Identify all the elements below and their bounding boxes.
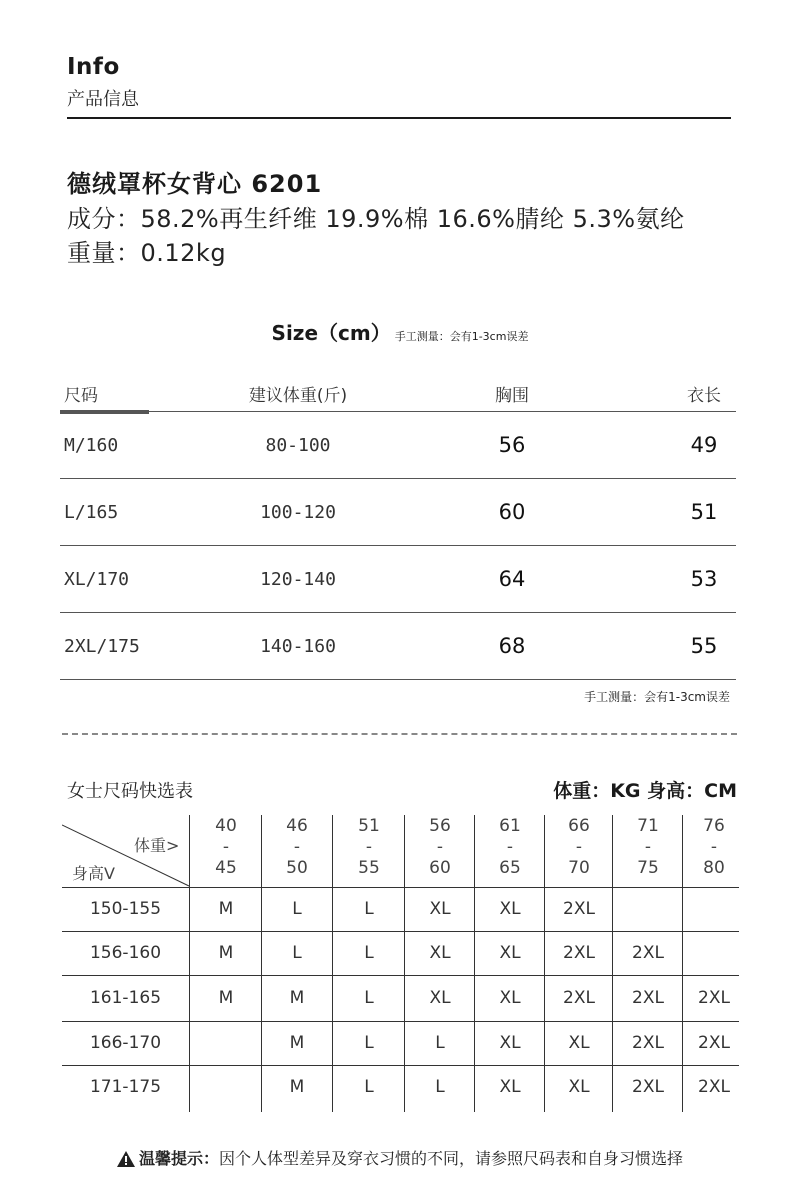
size-cell: XL <box>568 1033 590 1053</box>
size-cell: 2XL <box>563 988 595 1008</box>
height-range-label: 156-160 <box>89 943 162 963</box>
size-cell: 2XL <box>632 988 664 1008</box>
weight-range-high: 70 <box>568 858 590 878</box>
weight-range-sep: - <box>710 837 718 857</box>
weight-range-low: 76 <box>703 816 725 836</box>
size-cell: L <box>435 1033 445 1053</box>
weight-range-high: 80 <box>703 858 725 878</box>
size-table-note: 手工测量：会有1-3cm误差 <box>394 330 529 343</box>
table-row <box>60 479 736 546</box>
size-cell: M <box>218 943 234 963</box>
corner-weight-label: 体重> <box>134 836 180 855</box>
size-cell: 2XL <box>698 1033 730 1053</box>
grid-column-line <box>682 815 683 1112</box>
grid-row-line <box>62 1065 739 1066</box>
height-range-label: 166-170 <box>89 1033 162 1053</box>
weight-range-low: 66 <box>568 816 590 836</box>
weight-range-high: 75 <box>637 858 659 878</box>
size-table-heading <box>0 317 800 346</box>
size-table <box>60 376 736 680</box>
size-cell: M <box>218 988 234 1008</box>
height-range-label: 171-175 <box>89 1077 162 1097</box>
grid-column-line <box>189 815 190 1112</box>
size-cell: L <box>292 943 302 963</box>
cell-weight: 100-120 <box>260 501 336 523</box>
size-cell: 2XL <box>632 1077 664 1097</box>
size-cell: XL <box>499 1077 521 1097</box>
cell-weight: 120-140 <box>260 568 336 590</box>
weight-range-sep: - <box>575 837 583 857</box>
table-row <box>60 412 736 479</box>
grid-column-line <box>474 815 475 1112</box>
product-composition: 成分：58.2%再生纤维 19.9%棉 16.6%腈纶 5.3%氨纶 <box>67 205 685 233</box>
weight-range-low: 51 <box>358 816 380 836</box>
grid-column-line <box>544 815 545 1112</box>
grid-row-line <box>62 931 739 932</box>
weight-range-header <box>339 816 399 879</box>
size-cell: M <box>218 899 234 919</box>
size-cell: XL <box>499 943 521 963</box>
size-cell: L <box>435 1077 445 1097</box>
cell-size: L/165 <box>64 501 119 523</box>
size-cell: XL <box>499 899 521 919</box>
section-title: Info <box>67 54 120 80</box>
size-cell: XL <box>429 988 451 1008</box>
weight-range-sep: - <box>293 837 301 857</box>
size-cell: 2XL <box>698 1077 730 1097</box>
footer-text: 因个人体型差异及穿衣习惯的不同，请参照尺码表和自身习惯选择 <box>219 1149 684 1168</box>
size-cell: XL <box>499 988 521 1008</box>
size-cell: L <box>364 943 374 963</box>
grid-column-line <box>612 815 613 1112</box>
size-cell: XL <box>429 899 451 919</box>
cell-weight: 80-100 <box>265 434 331 456</box>
product-name: 德绒罩杯女背心 6201 <box>67 170 323 198</box>
weight-range-header <box>618 816 678 879</box>
size-cell: 2XL <box>563 899 595 919</box>
dashed-divider <box>62 733 737 735</box>
weight-range-low: 61 <box>499 816 521 836</box>
weight-range-header <box>549 816 609 879</box>
size-cell: 2XL <box>698 988 730 1008</box>
weight-range-sep: - <box>506 837 514 857</box>
weight-range-sep: - <box>222 837 230 857</box>
warning-icon <box>117 1151 135 1171</box>
weight-range-header <box>684 816 744 879</box>
weight-range-low: 71 <box>637 816 659 836</box>
size-cell: M <box>289 988 305 1008</box>
size-cell: XL <box>568 1077 590 1097</box>
cell-bust: 64 <box>498 567 526 591</box>
weight-range-sep: - <box>644 837 652 857</box>
table-row <box>60 546 736 613</box>
height-range-label: 161-165 <box>89 988 162 1008</box>
size-cell: M <box>289 1077 305 1097</box>
cell-size: M/160 <box>64 434 119 456</box>
header-length: 衣长 <box>687 386 721 406</box>
cell-bust: 60 <box>498 500 526 524</box>
header-weight: 建议体重(斤) <box>248 386 348 406</box>
size-cell: L <box>292 899 302 919</box>
footer-label: 温馨提示： <box>138 1149 219 1168</box>
size-table-header <box>60 376 736 412</box>
cell-length: 53 <box>690 567 718 591</box>
cell-size: 2XL/175 <box>64 635 140 657</box>
weight-range-header <box>267 816 327 879</box>
size-cell: 2XL <box>563 943 595 963</box>
cell-size: XL/170 <box>64 568 130 590</box>
size-cell: 2XL <box>632 943 664 963</box>
size-cell: 2XL <box>632 1033 664 1053</box>
grid-column-line <box>261 815 262 1112</box>
quick-table-title: 女士尺码快选表 <box>67 781 193 802</box>
product-weight: 重量：0.12kg <box>67 239 227 267</box>
quick-size-grid <box>62 815 739 1112</box>
grid-column-line <box>332 815 333 1112</box>
weight-range-low: 40 <box>215 816 237 836</box>
divider <box>67 117 731 119</box>
weight-range-low: 46 <box>286 816 308 836</box>
weight-range-high: 65 <box>499 858 521 878</box>
weight-range-high: 50 <box>286 858 308 878</box>
header-bust: 胸围 <box>495 386 529 406</box>
header-size: 尺码 <box>64 386 98 406</box>
size-cell: XL <box>429 943 451 963</box>
corner-height-label: 身高V <box>72 864 115 883</box>
grid-column-line <box>404 815 405 1112</box>
footer-tip <box>0 1146 800 1171</box>
weight-range-high: 45 <box>215 858 237 878</box>
grid-row-line <box>62 887 739 888</box>
quick-table-units: 体重：KG 身高：CM <box>553 780 737 802</box>
cell-length: 55 <box>690 634 718 658</box>
weight-range-header <box>410 816 470 879</box>
weight-range-low: 56 <box>429 816 451 836</box>
cell-bust: 56 <box>498 433 526 457</box>
weight-range-high: 60 <box>429 858 451 878</box>
section-subtitle: 产品信息 <box>67 89 139 110</box>
cell-weight: 140-160 <box>260 635 336 657</box>
size-cell: L <box>364 899 374 919</box>
size-cell: M <box>289 1033 305 1053</box>
weight-range-sep: - <box>365 837 373 857</box>
size-cell: L <box>364 1077 374 1097</box>
cell-length: 49 <box>690 433 718 457</box>
size-cell: L <box>364 1033 374 1053</box>
grid-row-line <box>62 1021 739 1022</box>
weight-range-sep: - <box>436 837 444 857</box>
height-range-label: 150-155 <box>89 899 162 919</box>
measurement-footnote: 手工测量：会有1-3cm误差 <box>584 690 730 704</box>
size-cell: XL <box>499 1033 521 1053</box>
weight-range-header <box>196 816 256 879</box>
weight-range-high: 55 <box>358 858 380 878</box>
cell-length: 51 <box>690 500 718 524</box>
weight-range-header <box>480 816 540 879</box>
size-table-title: Size（cm） <box>271 321 391 345</box>
cell-bust: 68 <box>498 634 526 658</box>
grid-row-line <box>62 975 739 976</box>
size-cell: L <box>364 988 374 1008</box>
table-row <box>60 613 736 680</box>
